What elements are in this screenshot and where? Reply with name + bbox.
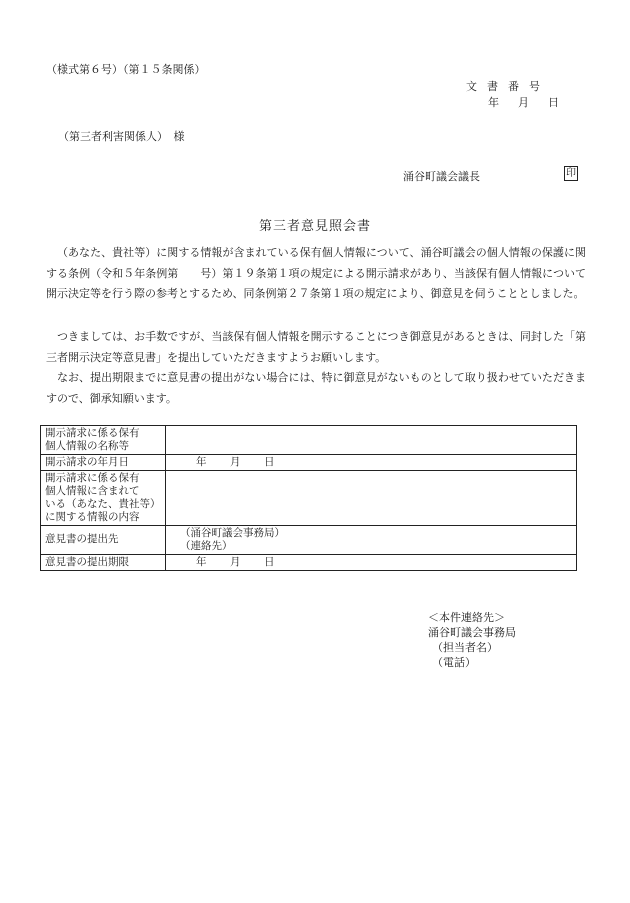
value-line: （涌谷町議会事務局） <box>180 527 285 539</box>
label-line: 開示請求に係る保有 <box>45 427 140 439</box>
body-paragraph-3: なお、提出期限までに意見書の提出がない場合には、特に御意見がないものとして取り扱わせていただきますので、御承知願います。 <box>46 371 586 405</box>
form-reference: （様式第６号）（第１５条関係） <box>46 63 206 76</box>
table-row-document-name <box>41 426 577 455</box>
table-label <box>41 526 166 555</box>
seal-box: 印 <box>566 168 576 179</box>
table-row-submission-destination <box>41 526 577 555</box>
label-line: 開示請求に係る保有 <box>45 472 140 484</box>
date-year-label: 年 <box>488 96 499 109</box>
contact-person: （担当者名） <box>432 641 498 654</box>
table-row-submission-deadline <box>41 555 577 571</box>
date-day-label: 日 <box>548 96 559 109</box>
date-day: 日 <box>264 456 275 468</box>
table-value <box>166 426 577 455</box>
table-value <box>166 526 577 555</box>
label-line: に関する情報の内容 <box>45 511 140 523</box>
document-number-label: 文書番号 <box>466 80 550 93</box>
table-row-request-date <box>41 455 577 471</box>
table-row-info-content <box>41 471 577 526</box>
addressee: （第三者利害関係人） 様 <box>58 130 185 143</box>
label-line: 意見書の提出期限 <box>45 556 129 568</box>
label-line: 意見書の提出先 <box>45 533 119 545</box>
sender-name: 涌谷町議会議長 <box>403 170 480 183</box>
table-label <box>41 471 166 526</box>
contact-phone: （電話） <box>432 656 476 669</box>
table-value <box>166 471 577 526</box>
date-day: 日 <box>264 556 275 568</box>
table-label <box>41 455 166 471</box>
table-label <box>41 555 166 571</box>
date-year: 年 <box>196 556 207 568</box>
label-line: 開示請求の年月日 <box>45 456 129 468</box>
table-value-date <box>166 555 577 571</box>
contact-office: 涌谷町議会事務局 <box>428 626 516 639</box>
document-title: 第三者意見照会書 <box>258 219 371 234</box>
body-paragraph-1: （あなた、貴社等）に関する情報が含まれている保有個人情報について、涌谷町議会の個人情報の保護に関する条例（令和５年条例第 号）第１９条第１項の規定による開示請求があり、当該保有個人情報について開示決定等を行う際の参考とするため、同条例第２７条第１項の規定により、御意見を伺うこととしました。 <box>46 246 586 300</box>
date-month: 月 <box>230 556 241 568</box>
contact-heading: ＜本件連絡先＞ <box>428 611 505 624</box>
date-year: 年 <box>196 456 207 468</box>
label-line: 個人情報の名称等 <box>45 440 129 452</box>
label-line: 個人情報に含まれて <box>45 485 140 497</box>
contact-block <box>428 610 516 670</box>
value-line: （連絡先） <box>180 540 233 552</box>
info-table <box>40 425 577 571</box>
table-label <box>41 426 166 455</box>
table-value-date <box>166 455 577 471</box>
body-paragraph-2: つきましては、お手数ですが、当該保有個人情報を開示することにつき御意見があるときは、同封した「第三者開示決定等意見書」を提出していただきますようお願いします。 <box>46 330 586 364</box>
date-month: 月 <box>230 456 241 468</box>
label-line: いる（あなた、貴社等） <box>45 498 161 510</box>
date-month-label: 月 <box>518 96 529 109</box>
document-date-label <box>488 97 559 108</box>
